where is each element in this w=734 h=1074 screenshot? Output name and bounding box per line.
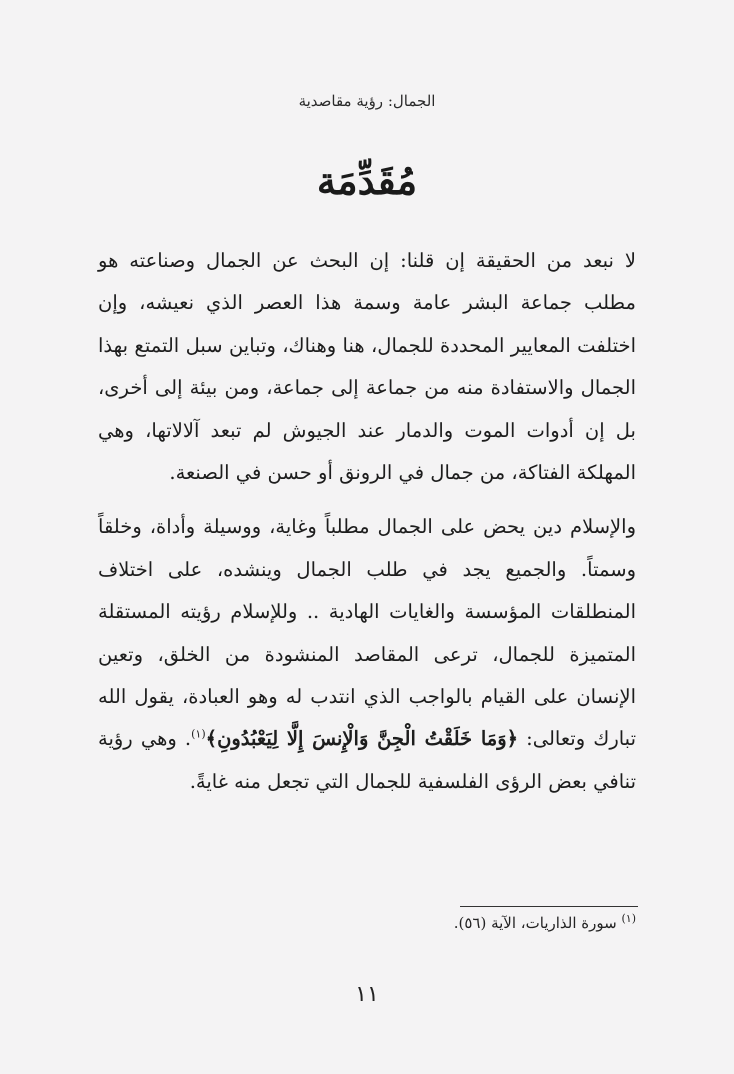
footnote-reference-mark[interactable]: (١) (191, 727, 206, 741)
footnote-mark: (١) (621, 912, 636, 925)
body-text (98, 240, 636, 803)
paragraph-1: لا نبعد من الحقيقة إن قلنا: إن البحث عن الجمال وصناعته هو مطلب جماعة البشر عامة وسمة هذا العصر الذي نعيشه، وإن اختلفت المعايير المحددة للجمال، هنا وهناك، وتباين سبل التمتع بهذا الجمال والاستفادة منه من جماعة إلى جماعة، ومن بيئة إلى أخرى، بل إن أدوات الموت والدمار عند الجيوش لم تبعد آلالاتها، وهي المهلكة الفتاكة، من جمال في الرونق أو حسن في الصنعة. (98, 249, 636, 485)
paragraph-2 (98, 506, 636, 803)
quran-verse: ﴿وَمَا خَلَقْتُ الْجِنَّ وَالْإِنسَ إِلَّا لِيَعْبُدُونِ﴾ (205, 727, 519, 751)
running-header: الجمال: رؤية مقاصدية (298, 92, 436, 110)
paragraph-2-text-before: والإسلام دين يحض على الجمال مطلباً وغاية، ووسيلة وأداة، وخلقاً وسمتاً. والجميع يجد في طلب الجمال وينشده، على اختلاف المنطلقات المؤسسة والغايات الهادية .. وللإسلام رؤيته المستقلة المتميزة للجمال، ترعى المقاصد المنشودة من الخلق، وتعين الإنسان على القيام بالواجب الذي انتدب له وهو العبادة، يقول الله تبارك وتعالى: (98, 515, 636, 751)
page-number: ١١ (355, 982, 379, 1007)
footnote (454, 914, 636, 932)
paragraph-2-text-after: . وهي رؤية تنافي بعض الرؤى الفلسفية للجمال التي تجعل منه غايةً. (98, 727, 636, 793)
footnote-divider (460, 906, 638, 907)
footnote-text: سورة الذاريات، الآية (٥٦). (453, 914, 617, 932)
chapter-title: مُقَدِّمَة (316, 158, 418, 203)
